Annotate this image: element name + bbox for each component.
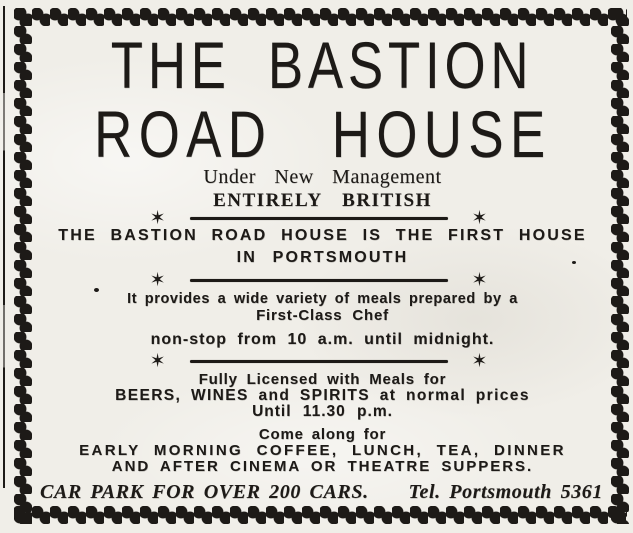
star-icon: ✶ — [149, 207, 166, 229]
ad-headline-line2-text: ROAD HOUSE — [93, 97, 552, 171]
star-divider — [26, 352, 611, 370]
ad-headline-line2 — [30, 97, 615, 171]
star-icon: ✶ — [471, 350, 488, 372]
print-speck — [572, 261, 576, 264]
star-divider — [26, 209, 611, 227]
meals-line2: First-Class Chef — [256, 307, 389, 324]
license-line2: BEERS, WINES and SPIRITS at normal prices — [115, 387, 530, 404]
invite-line3: AND AFTER CINEMA OR THEATRE SUPPERS. — [111, 458, 534, 475]
star-icon: ✶ — [471, 269, 488, 291]
divider-rule — [190, 217, 448, 220]
meals-line1: It provides a wide variety of meals prepared by a — [127, 291, 518, 307]
subhead-under-new-management: Under New Management — [203, 166, 442, 188]
decorative-border-top — [14, 8, 627, 26]
ad-headline-line1-text: THE BASTION — [111, 28, 534, 102]
print-speck — [94, 288, 99, 292]
star-icon: ✶ — [149, 269, 166, 291]
decorative-border-bottom — [14, 506, 627, 524]
license-line1: Fully Licensed with Meals for — [198, 371, 447, 388]
column-rule — [3, 6, 5, 488]
claim-line1: THE BASTION ROAD HOUSE IS THE FIRST HOUSE — [58, 227, 587, 244]
star-icon: ✶ — [149, 350, 166, 372]
divider-rule — [190, 360, 448, 363]
telephone-text: Tel. Portsmouth 5361 — [408, 481, 603, 503]
invite-line1: Come along for — [258, 426, 387, 443]
star-icon: ✶ — [471, 207, 488, 229]
car-park-text: CAR PARK FOR OVER 200 CARS. — [40, 481, 369, 503]
ad-headline-line1 — [30, 28, 615, 102]
license-line3: Until 11.30 p.m. — [252, 403, 393, 420]
invite-line2: EARLY MORNING COFFEE, LUNCH, TEA, DINNER — [79, 442, 566, 459]
footer-line — [40, 481, 603, 504]
divider-rule — [190, 279, 448, 282]
star-divider — [26, 271, 611, 289]
claim-line2: IN PORTSMOUTH — [236, 249, 409, 266]
hours-line: non-stop from 10 a.m. until midnight. — [150, 331, 495, 348]
subhead-entirely-british: ENTIRELY BRITISH — [213, 190, 432, 211]
